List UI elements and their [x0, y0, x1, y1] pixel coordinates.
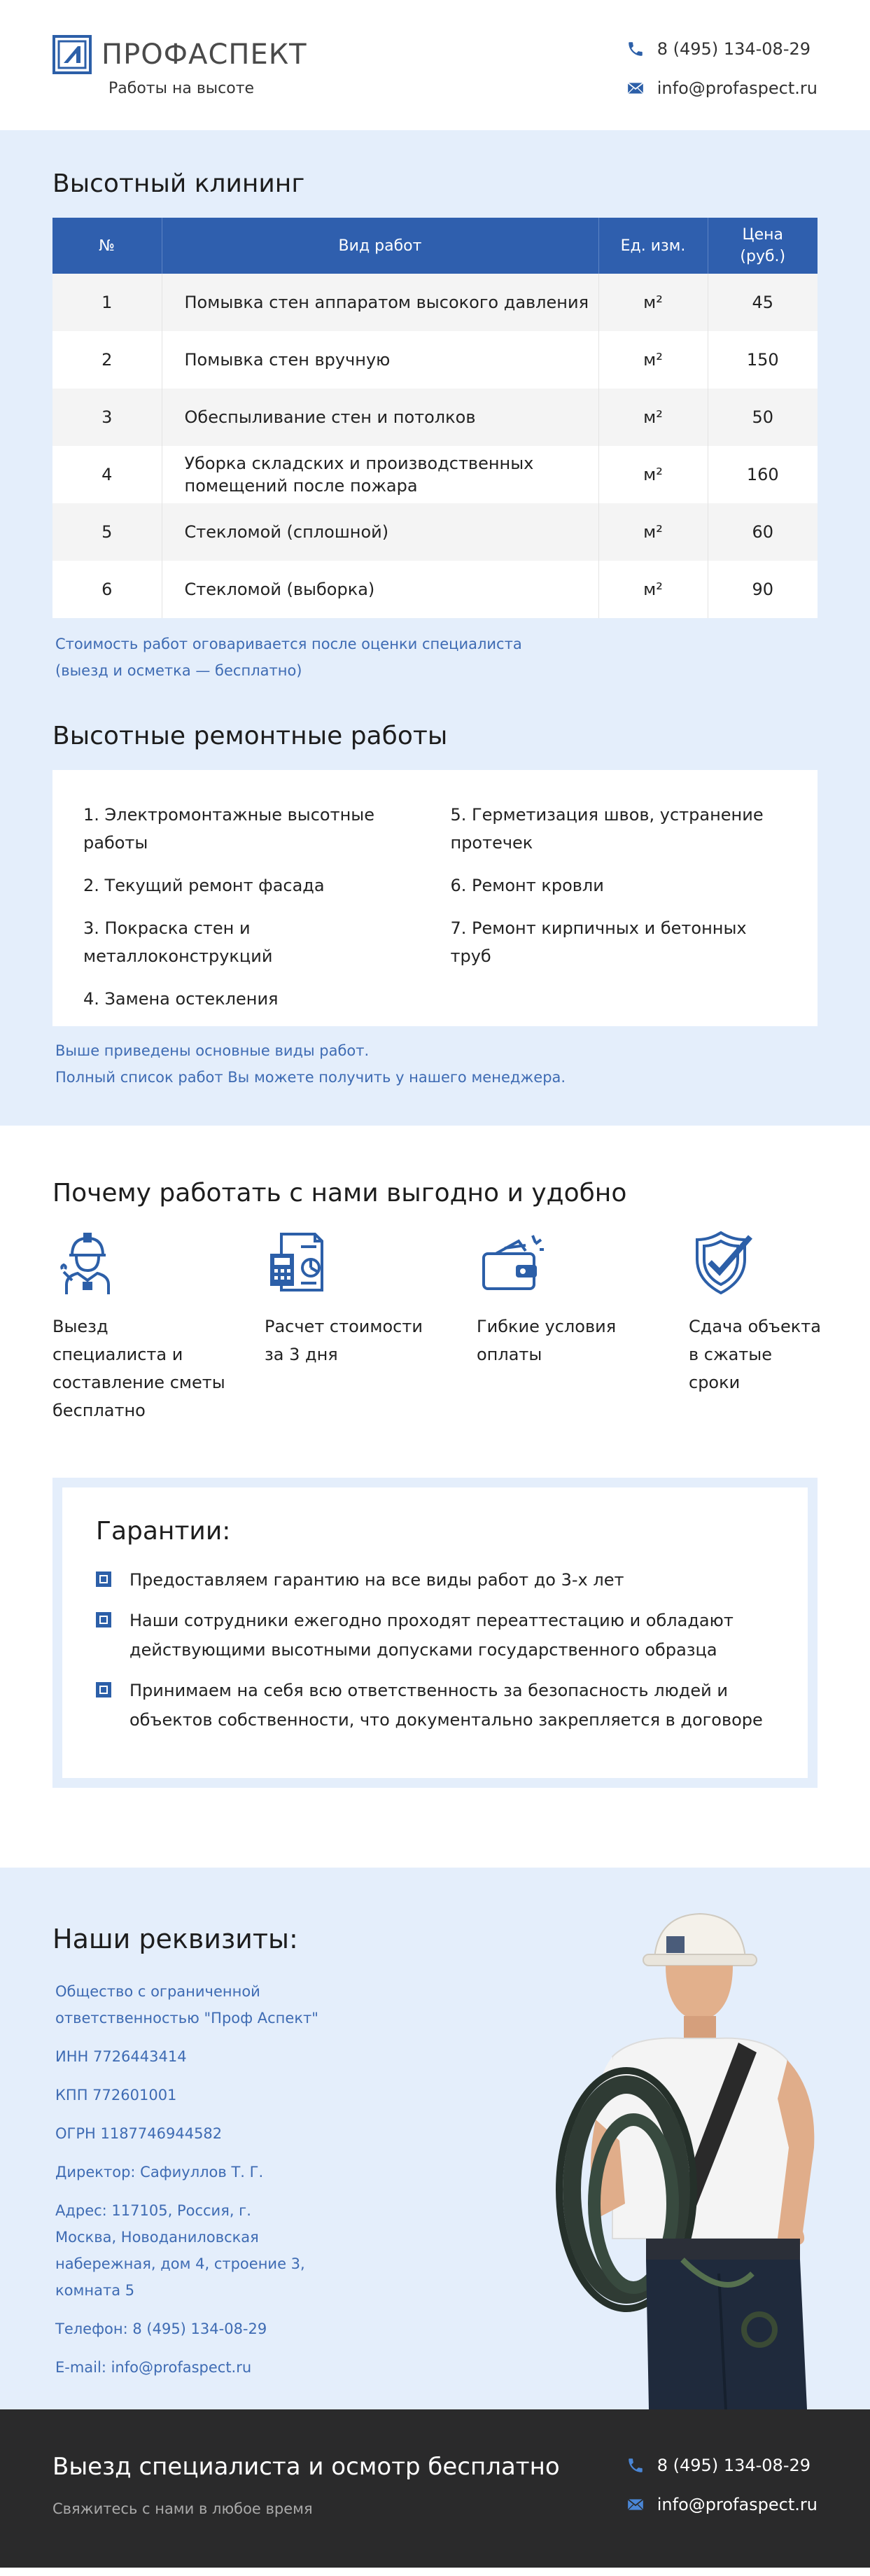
row-work-text: Уборка складских и производственных помещений после пожара [184, 454, 534, 496]
row-num: 6 [52, 561, 162, 618]
row-price: 150 [708, 331, 818, 388]
industrial-climber-photo [528, 1910, 829, 2409]
cleaning-note [52, 631, 818, 684]
row-price: 45 [708, 274, 818, 331]
col-work: Вид работ [162, 218, 598, 274]
repair-list-right [451, 801, 790, 998]
row-work: Помывка стен аппаратом высокого давления [162, 274, 598, 331]
row-num: 2 [52, 331, 162, 388]
feature-text: Сдача объекта в сжатые сроки [689, 1317, 821, 1392]
list-item: 2. Текущий ремонт фасада [83, 876, 325, 895]
feature-item [265, 1227, 477, 1424]
row-work: Стекломой (сплошной) [162, 503, 598, 561]
logo-text: ПРОФАСПЕКТ [101, 38, 307, 71]
table-row [52, 446, 818, 503]
row-unit: м² [598, 331, 708, 388]
guarantee-title: Гарантии: [96, 1517, 231, 1546]
requisite-phone[interactable]: Телефон: 8 (495) 134-08-29 [55, 2320, 267, 2337]
list-item: 6. Ремонт кровли [450, 876, 604, 895]
header-email[interactable] [625, 78, 818, 98]
row-unit: м² [598, 388, 708, 446]
repair-list [52, 770, 818, 1026]
row-work [162, 446, 598, 503]
envelope-icon [625, 78, 646, 98]
list-item [96, 1565, 773, 1595]
requisites-title: Наши реквизиты: [52, 1924, 298, 1954]
why-title: Почему работать с нами выгодно и удобно [52, 1179, 627, 1208]
footer-contacts [625, 2456, 818, 2534]
price-table [52, 218, 818, 618]
guarantee-text: Наши сотрудники ежегодно проходят переаттестацию и обладают действующими высотными допусками государственного образца [129, 1611, 734, 1660]
guarantee-text: Предоставляем гарантию на все виды работ до 3-х лет [129, 1570, 624, 1590]
list-item: 5. Герметизация швов, устранение протечек [450, 805, 764, 853]
site-header [0, 0, 870, 130]
price-table-header [52, 218, 818, 274]
guarantee-text: Принимаем на себя всю ответственность за безопасность людей и объектов собственности, что документально закрепляется в договоре [129, 1681, 763, 1730]
col-num: № [52, 218, 162, 274]
table-row [52, 388, 818, 446]
list-item: 1. Электромонтажные высотные работы [83, 805, 374, 853]
envelope-icon [625, 2495, 646, 2514]
calculator-document-icon [265, 1227, 477, 1306]
feature-text: Выезд специалиста и составление сметы бесплатно [52, 1317, 225, 1420]
col-price-label: Цена (руб.) [740, 226, 786, 265]
feature-text: Расчет стоимости за 3 дня [265, 1317, 423, 1364]
row-num: 1 [52, 274, 162, 331]
table-row [52, 274, 818, 331]
repair-title: Высотные ремонтные работы [52, 722, 448, 750]
list-item [96, 1676, 773, 1735]
list-item: 4. Замена остекления [83, 989, 279, 1009]
footer-email[interactable] [625, 2495, 818, 2514]
requisites-list [55, 1978, 356, 2393]
col-price [708, 218, 818, 274]
header-phone-text: 8 (495) 134-08-29 [657, 39, 811, 59]
row-unit: м² [598, 274, 708, 331]
requisite-email[interactable]: E-mail: info@profaspect.ru [55, 2359, 252, 2376]
footer-phone[interactable] [625, 2456, 818, 2475]
requisites-section [0, 1868, 870, 2409]
square-bullet-icon [96, 1682, 111, 1698]
advantages-section [0, 1126, 870, 1868]
table-row [52, 503, 818, 561]
requisite-ogrn: ОГРН 1187746944582 [55, 2125, 223, 2142]
logo-tagline: Работы на высоте [108, 80, 255, 97]
requisite-kpp: КПП 772601001 [55, 2087, 177, 2104]
requisite-company: Общество с ограниченной ответственностью "Проф Аспект" [55, 1983, 318, 2026]
row-unit: м² [598, 503, 708, 561]
footer-phone-text: 8 (495) 134-08-29 [657, 2456, 811, 2475]
row-work: Стекломой (выборка) [162, 561, 598, 618]
row-unit: м² [598, 446, 708, 503]
square-bullet-icon [96, 1572, 111, 1587]
services-section [0, 130, 870, 1126]
row-work: Помывка стен вручную [162, 331, 598, 388]
feature-item [477, 1227, 689, 1424]
list-item: 7. Ремонт кирпичных и бетонных труб [450, 918, 747, 966]
row-unit: м² [598, 561, 708, 618]
site-footer [0, 2409, 870, 2568]
feature-item [689, 1227, 821, 1424]
wallet-icon [477, 1227, 689, 1306]
requisite-inn: ИНН 7726443414 [55, 2048, 187, 2065]
footer-email-text: info@profaspect.ru [657, 2495, 818, 2514]
repair-note [52, 1037, 818, 1091]
footer-title: Выезд специалиста и осмотр бесплатно [52, 2453, 560, 2481]
square-bullet-icon [96, 1612, 111, 1628]
guarantee-box [52, 1478, 818, 1788]
features-list [52, 1227, 821, 1424]
logo-mark-icon [52, 35, 92, 74]
requisite-address: Адрес: 117105, Россия, г. Москва, Новоданиловская набережная, дом 4, строение 3, комната 5 [55, 2202, 305, 2299]
row-num: 3 [52, 388, 162, 446]
phone-icon [625, 39, 646, 59]
feature-text: Гибкие условия оплаты [477, 1317, 617, 1364]
repair-note-line1: Выше приведены основные виды работ. [55, 1042, 370, 1059]
table-row [52, 561, 818, 618]
worker-icon [52, 1227, 265, 1306]
shield-check-icon [689, 1227, 818, 1306]
row-work: Обеспыливание стен и потолков [162, 388, 598, 446]
logo[interactable] [52, 35, 307, 74]
row-num: 5 [52, 503, 162, 561]
row-price: 160 [708, 446, 818, 503]
requisite-director: Директор: Сафиуллов Т. Г. [55, 2164, 264, 2180]
footer-subtitle: Свяжитесь с нами в любое время [52, 2500, 313, 2517]
col-unit: Ед. изм. [598, 218, 708, 274]
phone-icon [625, 2456, 646, 2475]
feature-item [52, 1227, 265, 1424]
list-item: 3. Покраска стен и металлоконструкций [83, 918, 273, 966]
header-contacts [625, 39, 818, 118]
repair-list-left [83, 801, 451, 1009]
row-price: 60 [708, 503, 818, 561]
cleaning-note-line2: (выезд и осметка — бесплатно) [55, 662, 302, 679]
row-price: 90 [708, 561, 818, 618]
row-price: 50 [708, 388, 818, 446]
header-email-text: info@profaspect.ru [657, 78, 818, 98]
header-phone[interactable] [625, 39, 818, 59]
cleaning-title: Высотный клининг [52, 169, 305, 198]
cleaning-note-line1: Стоимость работ оговаривается после оценки специалиста [55, 636, 522, 652]
row-num: 4 [52, 446, 162, 503]
repair-note-line2: Полный список работ Вы можете получить у нашего менеджера. [55, 1069, 566, 1086]
table-row [52, 331, 818, 388]
list-item [96, 1606, 773, 1665]
